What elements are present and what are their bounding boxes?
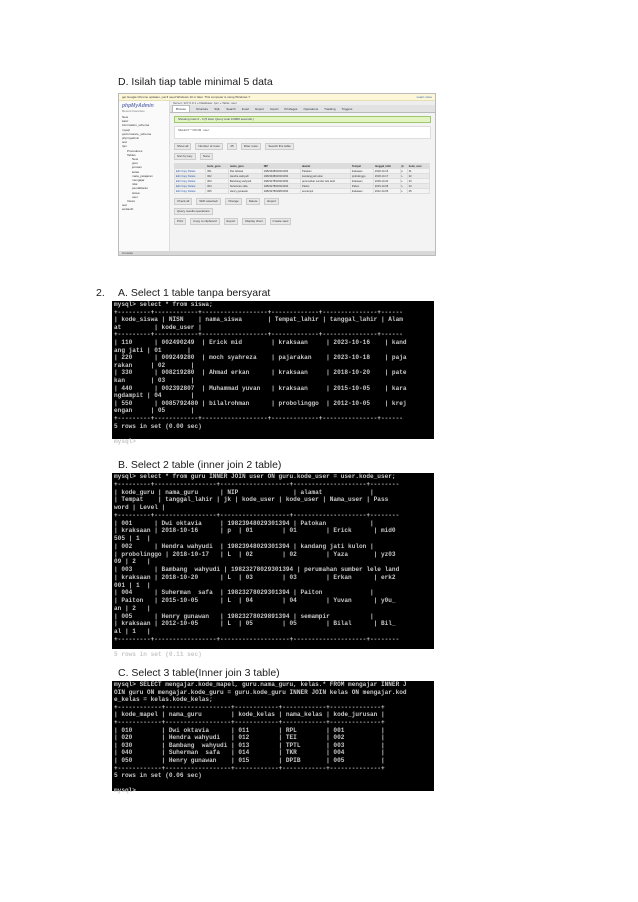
table-cell: probolinggo xyxy=(350,174,373,179)
table-cell: L xyxy=(400,179,407,184)
table-cell: Henry gunawan xyxy=(228,189,262,194)
tree-item[interactable]: phpmyadmin xyxy=(122,136,140,141)
tree-item[interactable]: mengajar xyxy=(132,178,145,183)
console-line: 5 rows in set (0.00 sec) xyxy=(114,422,202,430)
console-line: +---------+------------+------------------+-------------+---------------+------ xyxy=(114,308,403,316)
bulk-action[interactable]: Change xyxy=(225,198,242,205)
tree-item[interactable]: siswa xyxy=(132,190,140,195)
tree-item[interactable]: test xyxy=(122,203,127,208)
table-cell: 19823948029301394 xyxy=(262,169,300,174)
tab-tracking[interactable]: Tracking xyxy=(324,106,336,111)
tree-item[interactable]: information_schema xyxy=(122,123,150,128)
console-line: +------------+------------------+------------+------------+--------------+ xyxy=(114,703,385,711)
bulk-action[interactable]: Export xyxy=(264,198,279,205)
console-line: mysql> xyxy=(114,437,136,445)
console-line: | 550 | 0085792480 | bilalrohman | probolinggo | 2012-10-05 | krej xyxy=(114,399,407,407)
heading-a-text: A. Select 1 table tanpa bersyarat xyxy=(118,287,271,299)
tree-item[interactable]: Views xyxy=(127,199,135,204)
table-cell: Patokan xyxy=(300,169,350,174)
console-line: an | 2 | xyxy=(114,604,151,612)
browser-update-bar xyxy=(119,94,435,101)
navigation-panel xyxy=(119,101,170,255)
result-link[interactable]: Export xyxy=(224,218,239,225)
table-cell: Hendra wahyudi xyxy=(228,174,262,179)
table-cell: perumahan sumber lele land xyxy=(300,179,350,184)
console-line: +---------+------------+------------------+-------------+---------------+------ xyxy=(114,331,403,339)
tab-bar xyxy=(170,105,435,113)
tab-privileges[interactable]: Privileges xyxy=(284,106,298,111)
column-header[interactable]: Tempat xyxy=(350,164,373,169)
console-line: 505 | 1 | xyxy=(114,535,151,542)
console-line: +------------+------------------+------------+------------+--------------+ xyxy=(114,718,385,726)
console-line: 5 rows in set (0.06 sec) xyxy=(114,772,202,780)
table-cell: 2018-10-17 xyxy=(373,174,400,179)
tree-item[interactable]: tpm xyxy=(122,144,128,149)
tree-item[interactable]: test xyxy=(122,140,127,145)
console-line: | 050 | Henry gunawan | 015 | DPIB | 005 | xyxy=(114,756,385,764)
heading-d-text: Isilah tiap table minimal 5 data xyxy=(131,76,273,88)
result-link[interactable]: Create view xyxy=(270,218,292,225)
column-header[interactable]: kode_user xyxy=(407,164,429,169)
console-line: +---------+-----------------+-------------------+--------------------+-------- xyxy=(114,635,400,643)
console-line: e_kelas = kelas.kode_kelas; xyxy=(114,696,213,704)
toolbar-item[interactable]: Show all xyxy=(174,143,191,150)
row-actions[interactable]: Edit Copy Delete xyxy=(175,189,206,194)
console-line: ngdampit | 04 | xyxy=(114,392,195,400)
bulk-actions xyxy=(174,198,431,204)
table-cell: Paiton xyxy=(300,184,350,189)
console-line: kan | 03 | xyxy=(114,376,195,384)
table-cell: 004 xyxy=(206,184,229,189)
table-cell: semampir xyxy=(300,189,350,194)
console-line: | Tempat | tanggal_lahir | jk | kode_user | kode_user | Nama_user | Pass xyxy=(114,496,389,504)
table-cell: 002 xyxy=(206,174,229,179)
table-cell: 02 xyxy=(407,174,429,179)
console-output xyxy=(112,681,434,795)
console-line: al | 1 | xyxy=(114,628,151,635)
heading-d-prefix: D. xyxy=(118,76,129,88)
table-cell: kandang jati kulon xyxy=(300,174,350,179)
column-header[interactable]: jk xyxy=(400,164,407,169)
console-line: mysql> select * from guru INNER JOIN user ON guru.kode_user = user.kode_user; xyxy=(114,473,396,480)
sort-toolbar xyxy=(174,153,431,159)
tab-browse[interactable]: Browse xyxy=(172,105,190,112)
tree-item[interactable]: user xyxy=(132,194,138,199)
tree-item[interactable]: New xyxy=(122,115,129,119)
heading-d xyxy=(118,76,273,88)
console-line: 5 rows in set (0.11 sec) xyxy=(114,651,202,659)
bulk-action[interactable]: Check all xyxy=(174,198,192,205)
console-line: 001 | 1 | xyxy=(114,581,151,589)
tree-item[interactable]: webauth xyxy=(122,207,134,212)
tree-item[interactable]: nilai xyxy=(132,182,138,187)
table-body xyxy=(175,169,430,194)
tab-sql[interactable]: SQL xyxy=(214,106,221,111)
tab-import[interactable]: Import xyxy=(269,106,279,111)
table-row xyxy=(175,189,430,194)
console-line: | 003 | Bambang wahyudi | 19823278029301394 | perumahan sumber lele land xyxy=(114,566,400,573)
heading-a xyxy=(96,287,270,299)
console-line: | 040 | Suherman safa | 014 | TKR | 004 | xyxy=(114,749,385,757)
breadcrumb: Server: 127.0.0.1 » Database: tpm » Table: user xyxy=(170,101,435,105)
table-cell: 003 xyxy=(206,179,229,184)
table-cell: kraksaan xyxy=(350,189,373,194)
console-line: | probolinggo | 2018-10-17 | L | 02 | 02 | Yaza | yz03 xyxy=(114,550,396,558)
sort-select[interactable]: None xyxy=(200,153,213,160)
console-line: +------------+------------------+------------+------------+--------------+ xyxy=(114,764,385,772)
table-cell: 04 xyxy=(407,184,429,189)
tree-item[interactable]: guru xyxy=(132,161,139,166)
tab-insert[interactable]: Insert xyxy=(241,106,250,111)
console-line: | kode_mapel | nama_guru | kode_kelas | nama_kelas | kode_jurusan | xyxy=(114,711,385,719)
table-cell: L xyxy=(400,184,407,189)
tab-search[interactable]: Search xyxy=(226,106,236,111)
table-cell: 01 xyxy=(407,169,429,174)
heading-c: C. Select 3 table(Inner join 3 table) xyxy=(118,667,280,679)
results-table xyxy=(174,163,430,194)
tree-item[interactable]: New xyxy=(132,157,139,162)
toolbar-item[interactable]: Filter rows: xyxy=(241,143,262,150)
console-line: +---------+------------+------------------+-------------+---------------+------ xyxy=(114,414,403,422)
result-link[interactable]: Print xyxy=(174,218,186,225)
query-results-operations: Query results operations xyxy=(174,208,213,215)
console-line: OIN guru ON mengajar.kode_guru = guru.kode_guru INNER JOIN kelas ON mengajar.kod xyxy=(114,688,407,696)
console-line: ang jati | 01 | xyxy=(114,346,191,354)
table-cell: 2015-10-05 xyxy=(373,184,400,189)
console-output xyxy=(112,473,434,667)
table-cell: 19823278029301394 xyxy=(262,179,300,184)
console-line: | Paiton | 2015-10-05 | L | 04 | 04 | Yuvan | y0u_ xyxy=(114,597,396,604)
table-cell: p xyxy=(400,169,407,174)
console-line: | 030 | Bambang wahyudi | 013 | TPTL | 003 | xyxy=(114,741,385,749)
column-header[interactable]: tanggal_lahir xyxy=(373,164,400,169)
phpmyadmin-logo: phpMyAdmin xyxy=(122,103,154,109)
table-cell: 2018-10-16 xyxy=(373,169,400,174)
console-line: | 440 | 002392807 | Muhammad yuvan | kraksaan | 2015-10-05 | kara xyxy=(114,384,407,392)
console-line: | 010 | Dwi oktavia | 011 | RPL | 001 | xyxy=(114,726,385,734)
console-output xyxy=(112,301,434,445)
row-actions[interactable]: Edit Copy Delete xyxy=(175,184,206,189)
table-cell: 001 xyxy=(206,169,229,174)
phpmyadmin-screenshot xyxy=(118,93,436,256)
update-message: get Google Chrome updates, you'll need Windows 10 or later. This computer is using Windows 7. xyxy=(122,95,251,99)
console-inner-join-2 xyxy=(112,473,434,659)
list-number: 2. xyxy=(96,287,105,299)
toolbar-item[interactable]: Search this table xyxy=(265,143,293,150)
success-message: Showing rows 0 - 4 (5 total, Query took 0.0006 seconds.) xyxy=(174,116,431,123)
console-line: +---------+-----------------+-------------------+--------------------+-------- xyxy=(114,511,400,519)
heading-b: B. Select 2 table (inner join 2 table) xyxy=(118,459,282,471)
tab-triggers[interactable]: Triggers xyxy=(341,106,353,111)
console-bar[interactable]: Console xyxy=(119,251,435,255)
table-cell: 005 xyxy=(206,189,229,194)
rows-toolbar xyxy=(174,143,431,149)
console-line: at | kode_user | xyxy=(114,323,202,331)
sort-label: Sort by key: xyxy=(174,153,196,160)
console-line: mysql> select * from siswa; xyxy=(114,301,213,308)
table-cell: L xyxy=(400,174,407,179)
column-header[interactable]: alamat xyxy=(300,164,350,169)
toolbar-item[interactable]: Number of rows: xyxy=(195,143,223,150)
toolbar-item[interactable]: 25 xyxy=(227,143,236,150)
tree-item[interactable]: mata_pelajaran xyxy=(132,173,153,178)
tab-export[interactable]: Export xyxy=(255,106,264,111)
row-actions[interactable]: Edit Copy Delete xyxy=(175,169,206,174)
console-line: | kraksaan | 2012-10-05 | L | 05 | 05 | Bilal | Bil_ xyxy=(114,620,396,628)
console-line: engan | 05 | xyxy=(114,407,195,415)
tree-item[interactable]: performance_schema xyxy=(122,131,152,136)
console-line: rakan | 02 | xyxy=(114,361,195,369)
table-cell: Suherman safa xyxy=(228,184,262,189)
table-cell: 05 xyxy=(407,189,429,194)
console-line: 09 | 2 | xyxy=(114,558,151,566)
table-cell: 19823948029301394 xyxy=(262,174,300,179)
console-line: | 005 | Henry gunawan | 19823278029891394 | semampir | xyxy=(114,612,374,620)
table-cell: 2018-10-20 xyxy=(373,179,400,184)
console-line: | 110 | 002490249 | Erick mid | kraksaan | 2023-10-16 | kand xyxy=(114,338,407,346)
console-line: | 004 | Suherman safa | 19823278029301394 | Paiton | xyxy=(114,589,374,597)
console-select-siswa xyxy=(112,301,434,445)
console-line: | kode_siswa | NISN | nama_siswa | Tempat_lahir | tanggal_lahir | Alam xyxy=(114,316,403,324)
main-panel xyxy=(170,101,435,255)
column-header[interactable]: NIP xyxy=(262,164,300,169)
learn-more-link[interactable]: Learn more xyxy=(416,95,432,99)
table-cell: 03 xyxy=(407,179,429,184)
table-cell: kraksaan xyxy=(350,169,373,174)
tree-item[interactable]: jurusan xyxy=(132,165,142,170)
console-line: mysql> xyxy=(114,787,136,795)
result-link[interactable]: Copy to clipboard xyxy=(190,218,219,225)
result-link[interactable]: Display chart xyxy=(242,218,265,225)
database-tree xyxy=(119,115,169,212)
column-header[interactable]: nama_guru xyxy=(228,164,262,169)
bulk-action[interactable]: Delete xyxy=(246,198,261,205)
console-line: mysql> SELECT mengajar.kode_mapel, guru.nama_guru, kelas.* FROM mengajar INNER J xyxy=(114,681,407,688)
table-cell: L xyxy=(400,189,407,194)
console-line: | 020 | Hendra wahyudi | 012 | TEI | 002 | xyxy=(114,734,385,742)
console-line: | 330 | 008219280 | Ahmad erkan | kraksaan | 2018-10-20 | pate xyxy=(114,369,407,377)
console-line: | kode_guru | nama_guru | NIP | alamat | xyxy=(114,488,374,496)
result-links xyxy=(174,218,431,224)
console-line: | 220 | 009249280 | moch syahreza | pajarakan | 2023-10-18 | paja xyxy=(114,354,407,362)
console-line: word | Level | xyxy=(114,504,166,511)
tree-item[interactable]: mysql xyxy=(122,127,130,132)
console-line: | kraksaan | 2018-10-20 | L | 03 | 03 | Erkan | erk2 xyxy=(114,573,396,581)
tab-operations[interactable]: Operations xyxy=(303,106,319,111)
console-line: | kraksaan | 2018-10-16 | p | 01 | 01 | Erick | mid0 xyxy=(114,527,396,535)
table-cell: Paiton xyxy=(350,184,373,189)
console-line: | 002 | Hendra wahyudi | 19823948029301394 | kandang jati kulon | xyxy=(114,542,374,550)
console-line: +---------+-----------------+-------------------+--------------------+-------- xyxy=(114,480,400,488)
tree-item[interactable]: Tables xyxy=(127,152,136,157)
bulk-action[interactable]: With selected: xyxy=(196,198,221,205)
table-cell: 2012-10-05 xyxy=(373,189,400,194)
row-actions[interactable]: Edit Copy Delete xyxy=(175,174,206,179)
row-actions[interactable]: Edit Copy Delete xyxy=(175,179,206,184)
query-ops xyxy=(174,208,431,214)
tree-item[interactable]: kelas xyxy=(132,169,140,174)
tab-structure[interactable]: Structure xyxy=(196,106,209,111)
tree-item[interactable]: pendaftaran xyxy=(132,186,149,191)
sql-query-box: SELECT * FROM `user` xyxy=(174,126,431,139)
column-header[interactable]: kode_guru xyxy=(206,164,229,169)
table-cell: 19823278029301394 xyxy=(262,184,300,189)
console-inner-join-3 xyxy=(112,681,434,795)
tree-item[interactable]: kasir xyxy=(122,119,129,124)
table-cell: 19823278029891394 xyxy=(262,189,300,194)
recent-favorites[interactable]: Recent Favorites xyxy=(122,109,145,113)
table-cell: Bambang wahyudi xyxy=(228,179,262,184)
console-line: | 001 | Dwi oktavia | 19823948029301394 | Patokan | xyxy=(114,519,374,527)
table-cell: kraksaan xyxy=(350,179,373,184)
tree-item[interactable]: Procedures xyxy=(127,148,143,153)
table-cell: Dwi oktavia xyxy=(228,169,262,174)
